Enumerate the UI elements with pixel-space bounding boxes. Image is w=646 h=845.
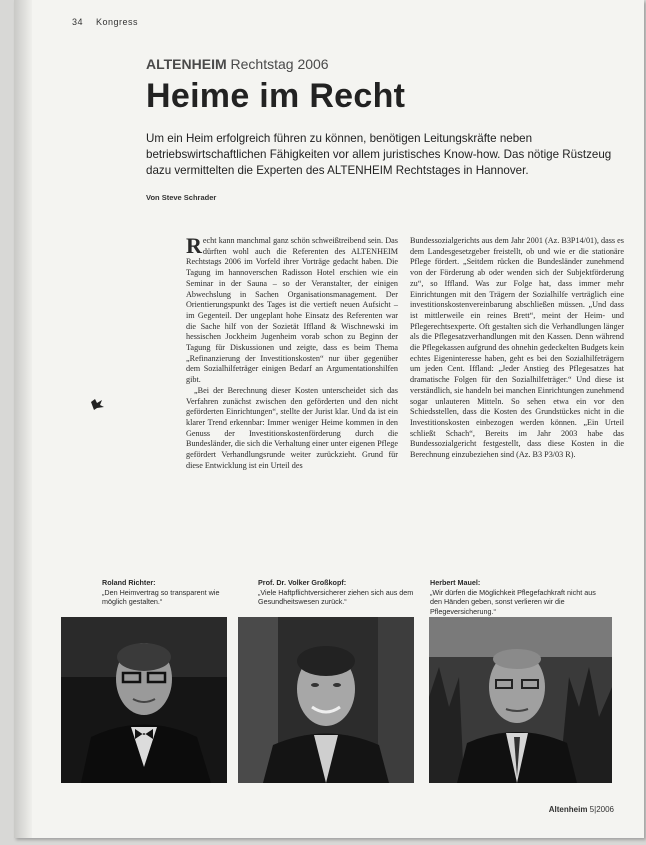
paragraph-text: echt kann manchmal ganz schön schweißtreibend sein. Das dürften wohl auch die Referenten des ALTENHEIM Rechtstags 2006 im Vorfeld ihrer Vorträge gedacht haben. Die Tagung im hannoverschen Radisson Hotel erschien wie ein Seminar in der Sauna – so der Veranstalter, der einigen Abwechslung in Sachen Organisationsmanagement. Der Orientierungspunkt des Tages ist die vertieft neuen Aufsicht – im Gegenteil. Der ungeplant hohe Einsatz des Referenten war die Sache hilf von der Sozietät Iffland & Wischnewski im hessischen Jockheim Jugenheim vorab schon zu Beginn der Tagung für Diskussionen und zeigte, dass es beim Thema „Refinanzierung der Investitionskosten“ nur über gegenüber dem Sozialhilfeträger einigen Bedarf an Argumentationshilfen gibt. <box>186 236 398 385</box>
byline: Von Steve Schrader <box>146 193 217 202</box>
kicker-rest: Rechtstag 2006 <box>230 56 329 72</box>
portrait-photo-3 <box>429 617 612 783</box>
footer-brand: Altenheim <box>548 805 588 814</box>
portrait-photo-1 <box>61 617 227 783</box>
caption-quote: „Viele Haftpflichtversicherer ziehen sich aus dem Gesundheitswesen zurück.“ <box>258 587 414 606</box>
paragraph <box>186 233 398 386</box>
footer-issue: 5|2006 <box>589 805 614 814</box>
running-header <box>72 17 148 27</box>
ink-smudge-icon <box>88 396 108 412</box>
caption-quote: „Den Heimvertrag so transparent wie möglich gestalten.“ <box>102 587 220 606</box>
kicker-brand: ALTENHEIM <box>146 56 227 72</box>
section-name: Kongress <box>96 17 139 27</box>
paragraph: Bundessozialgerichts aus dem Jahr 2001 (Az. B3P14/01), dass es dem Landesgesetzgeber freistellt, ob und wie er die stationäre Pflege fördert. „Seitdem rücken die Bundesländer zunehmend von der Förderung ab oder wenden sich der Subjektförderung zu“, so Iffland. Was zur Folge hat, dass immer mehr Einrichtungen mit den Trägern der Sozialhilfe verträglich eine investitionskostenvereinbarung abschließen müssen. „Und dass ist mittlerweile ein reines Brett“, meint der Heim- und Pflegerechtsexperte. Oft gestalten sich die Verhandlungen länger als die Pflegesatzverhandlungen mit den Kassen. Denn während die Pflegekassen aufgrund des ohnehin gedeckelten Budgets kein echtes Eigeninteresse haben, geht es bei den Sozialhilfeträgern um jeden Cent. Iffland: „Jeder Anstieg des Pflegesatzes hat dramatische Folgen für den Sozialhilfeträger.“ Und diese ist verständlich, sie handeln bei manchen Einrichtungen zunehmend sogar unlauteren Mitteln. So sehen etwa ein vor den Schiedsstellen, dass die Kosten des Grundstückes nicht in die Investitionskosten einbezogen werden können. „Ein Urteil schließt Schach“, Bereits im Jahr 2003 habe das Bundessozialgericht festgestellt, dass diese Kosten in die Berechnung einzubeziehen sind (Az. B3 P3/03 R). <box>410 236 624 460</box>
caption-name: Roland Richter: <box>102 578 156 587</box>
article-title: Heime im Recht <box>146 77 406 115</box>
photo-caption-1 <box>102 578 232 607</box>
page-spine <box>14 0 32 838</box>
photo-caption-2 <box>258 578 418 607</box>
portrait-photo-2 <box>238 617 414 783</box>
caption-name: Herbert Mauel: <box>430 578 481 587</box>
paragraph: „Bei der Berechnung dieser Kosten unterscheidet sich das Verfahren zunächst zwischen den geförderten und den nicht geförderten Einrichtungen“, stellte der Jurist klar. Und da ist ein klarer Trend erkennbar: Immer weniger Heime kommen in den Genuss der Investitionskostenförderung durch die Bundesländer, die sich die Verhaltung einer unter eigenen Pflege gefördert Verhandlungsrunde weiter zurückzieht. Grund für diese Entwicklung ist ein Urteil des <box>186 385 398 470</box>
page-number: 34 <box>72 17 84 27</box>
photo-caption-3 <box>430 578 605 616</box>
magazine-page <box>14 0 644 838</box>
article-kicker <box>146 56 329 72</box>
article-lead: Um ein Heim erfolgreich führen zu können, benötigen Leitungskräfte neben betriebswirtschaftlichen Fähigkeiten vor allem juristisches Know-how. Das nötige Rüstzeug dazu vermittelten die Experten des ALTENHEIM Rechtstages in Hannover. <box>146 132 612 177</box>
caption-name: Prof. Dr. Volker Großkopf: <box>258 578 347 587</box>
article-column-1 <box>186 233 398 471</box>
caption-quote: „Wir dürfen die Möglichkeit Pflegefachkraft nicht aus den Händen geben, sonst verlieren wir die Pflegeversicherung.“ <box>430 587 596 616</box>
page-footer <box>549 805 614 814</box>
article-column-2 <box>410 236 624 461</box>
drop-cap: R <box>186 233 202 258</box>
